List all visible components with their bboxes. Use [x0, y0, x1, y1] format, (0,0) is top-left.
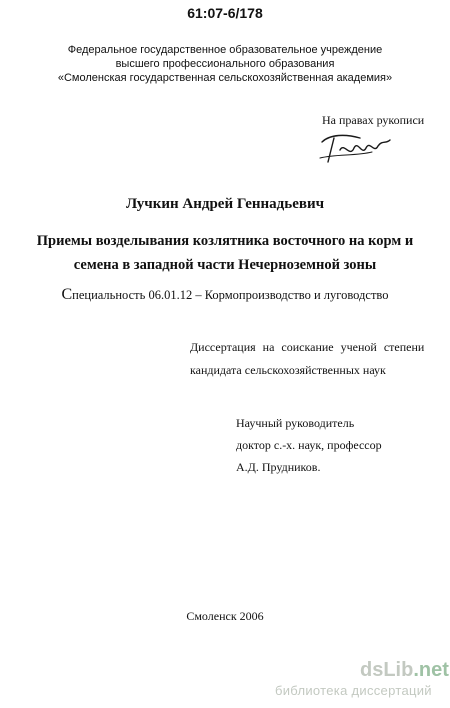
author-name: Лучкин Андрей Геннадьевич — [125, 196, 325, 212]
watermark-logo-accent: .net — [413, 659, 449, 681]
rights-note: На правах рукописи — [322, 113, 425, 127]
supervisor-line-2: доктор с.-х. наук, профессор — [236, 438, 382, 452]
city-year: Смоленск 2006 — [186, 609, 264, 623]
institution-line-2: высшего профессионального образования — [115, 58, 335, 70]
specialty-line — [0, 286, 450, 304]
document-code: 61:07-6/178 — [187, 5, 263, 21]
dissertation-line-1: Диссертация на соискание ученой степени — [190, 340, 425, 354]
specialty-first-letter: С — [61, 286, 73, 303]
supervisor-line-1: Научный руководитель — [236, 416, 355, 430]
institution-line-3: «Смоленская государственная сельскохозяйственная академия» — [57, 72, 393, 84]
watermark-logo-main: dsLib — [360, 659, 414, 681]
title-line-2: семена в западной части Нечерноземной зоны — [73, 257, 377, 273]
watermark-subtitle: библиотека диссертаций — [275, 683, 432, 698]
supervisor-line-3: А.Д. Прудников. — [236, 460, 321, 474]
handwritten-signature-icon — [316, 128, 396, 166]
title-line-1: Приемы возделывания козлятника восточного на корм и — [36, 233, 414, 249]
watermark-logo — [360, 659, 449, 682]
institution-line-1: Федеральное государственное образовательное учреждение — [67, 44, 383, 56]
specialty-text: пециальность 06.01.12 – Кормопроизводство и луговодство — [72, 288, 389, 302]
dissertation-line-2: кандидата сельскохозяйственных наук — [190, 363, 386, 377]
